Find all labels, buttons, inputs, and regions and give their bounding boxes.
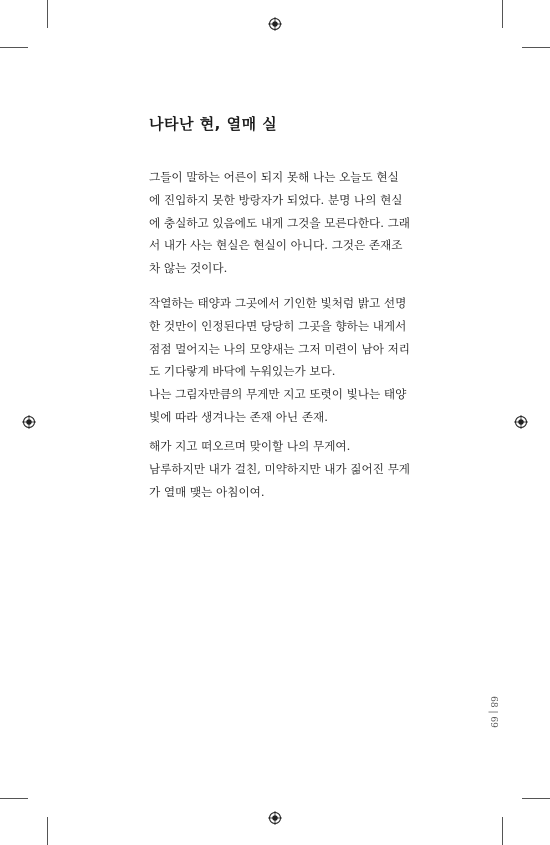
crop-mark-bottom-right-v <box>502 817 503 845</box>
poem-line: 한 것만이 인정된다면 당당히 그곳을 향하는 내게서 <box>149 318 407 333</box>
poem-line: 서 내가 사는 현실은 현실이 아니다. 그것은 존재조 <box>149 238 403 253</box>
page-number: 68 | 69 <box>487 696 498 728</box>
poem-line: 점점 멀어지는 나의 모양새는 그저 미련이 남아 저리 <box>149 341 410 356</box>
crop-mark-top-right-h <box>522 47 550 48</box>
crop-mark-bottom-right-h <box>522 798 550 799</box>
poem-line: 해가 지고 떠오르며 맞이할 나의 무게여. <box>149 439 351 453</box>
poem-line: 에 진입하지 못한 방랑자가 되었다. 분명 나의 현실 <box>149 192 403 207</box>
registration-mark-top-icon <box>268 17 282 31</box>
crop-mark-top-left-h <box>0 47 28 48</box>
registration-mark-bottom-icon <box>268 811 282 825</box>
registration-mark-right-icon <box>514 415 528 429</box>
poem-line: 작열하는 태양과 그곳에서 기인한 빛처럼 밝고 선명 <box>149 296 407 310</box>
poem-line: 빛에 따라 생겨나는 존재 아닌 존재. <box>149 409 328 424</box>
poem-line: 가 열매 맺는 아침이여. <box>149 484 265 499</box>
crop-mark-top-right-v <box>502 0 503 28</box>
registration-mark-left-icon <box>22 415 36 429</box>
poem-line: 남루하지만 내가 걸친, 미약하지만 내가 짊어진 무게 <box>149 461 410 476</box>
stanza-3 <box>149 435 439 503</box>
poem-line: 그들이 말하는 어른이 되지 못해 나는 오늘도 현실 <box>149 170 399 184</box>
poem-line: 나는 그림자만큼의 무게만 지고 또렷이 빛나는 태양 <box>149 387 407 402</box>
stanza-2 <box>149 292 439 429</box>
crop-mark-bottom-left-v <box>47 817 48 845</box>
poem-line: 도 기다랗게 바닥에 누워있는가 보다. <box>149 364 336 379</box>
crop-mark-bottom-left-h <box>0 798 28 799</box>
poem-line: 에 충실하고 있음에도 내게 그것을 모른다한다. 그래 <box>149 215 410 230</box>
crop-mark-top-left-v <box>47 0 48 28</box>
stanza-1 <box>149 166 439 280</box>
poem-title: 나타난 현, 열매 실 <box>149 115 278 133</box>
poem-line: 차 않는 것이다. <box>149 261 228 276</box>
